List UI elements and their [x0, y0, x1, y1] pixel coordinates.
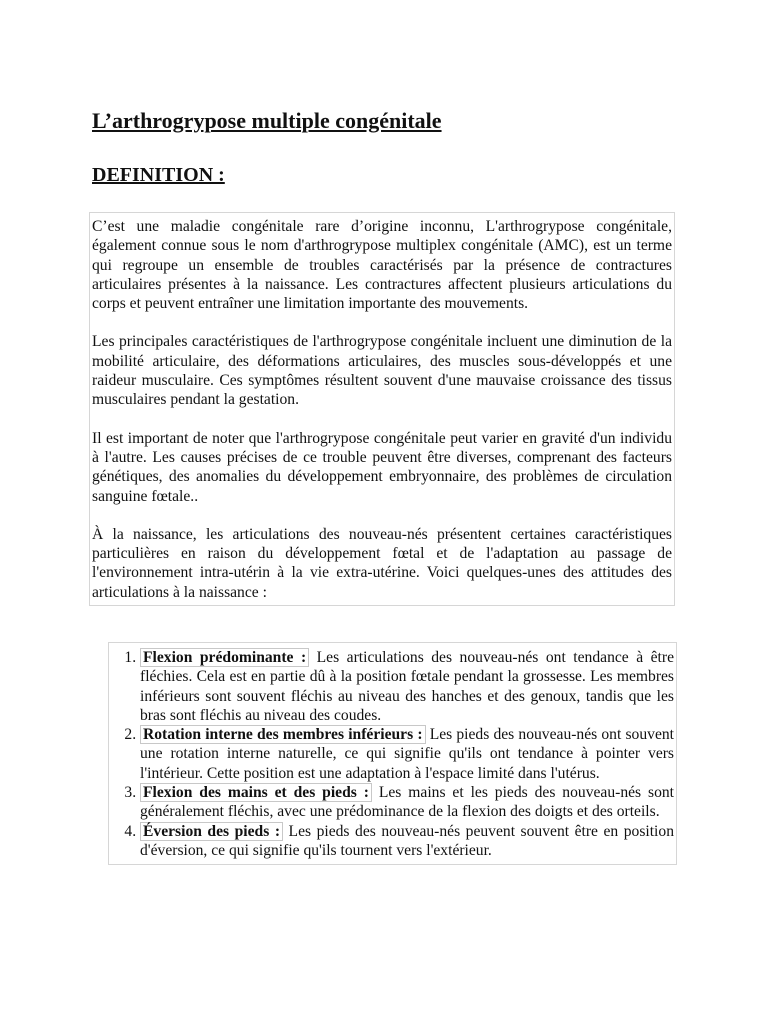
- joint-attitudes-list-box: [108, 642, 677, 865]
- definition-heading: DEFINITION :: [92, 164, 225, 186]
- paragraph-intro: C’est une maladie congénitale rare d’origine inconnu, L'arthrogrypose congénitale, également connue sous le nom d'arthrogrypose multiplex congénitale (AMC), est un terme qui regroupe un ensemble de troubles caractérisés par la présence de contractures articulaires présentes à la naissance. Les contractures affectent plusieurs articulations du corps et peuvent entraîner une limitation importante des mouvements.: [92, 218, 672, 313]
- list-item: [140, 725, 674, 783]
- paragraph-birth: À la naissance, les articulations des nouveau-nés présentent certaines caractéristiques particulières en raison du développement fœtal et de l'adaptation au passage de l'environnement intra-utérin à la vie extra-utérine. Voici quelques-unes des attitudes des articulations à la naissance :: [92, 525, 672, 601]
- list-item: [140, 822, 674, 861]
- list-item-text: Les mains et les pieds des nouveau-nés sont généralement fléchis, avec une prédominance de la flexion des doigts et des orteils.: [140, 784, 675, 821]
- document-title: L’arthrogrypose multiple congénitale: [92, 108, 442, 133]
- list-item: [140, 783, 674, 822]
- list-item-text: Les pieds des nouveau-nés peuvent souvent être en position d'éversion, ce qui signifie qu'ils tournent vers l'extérieur.: [140, 822, 674, 859]
- paragraph-severity: Il est important de noter que l'arthrogrypose congénitale peut varier en gravité d'un individu à l'autre. Les causes précises de ce trouble peuvent être diverses, comprenant des facteurs génétiques, des anomalies du développement embryonnaire, des problèmes de circulation sanguine fœtale..: [92, 429, 672, 505]
- list-item-term: Flexion des mains et des pieds :: [140, 783, 372, 802]
- definition-text-box: [89, 212, 675, 606]
- paragraph-characteristics: Les principales caractéristiques de l'arthrogrypose congénitale incluent une diminution de la mobilité articulaire, des déformations articulaires, des muscles sous-développés et une raideur musculaire. Ces symptômes résultent souvent d'une mauvaise croissance des tissus musculaires pendant la gestation.: [92, 333, 672, 409]
- list-item-text: Les pieds des nouveau-nés ont souvent une rotation interne naturelle, ce qui signifie qu'ils ont tendance à pointer vers l'intérieur. Cette position est une adaptation à l'espace limité dans l'utérus.: [140, 726, 674, 782]
- list-item-text: Les articulations des nouveau-nés ont tendance à être fléchies. Cela est en partie dû à la position fœtale pendant la grossesse. Les membres inférieurs sont souvent fléchis au niveau des hanches et des genoux, tandis que les bras sont fléchis au niveau des coudes.: [140, 649, 675, 724]
- list-item-term: Rotation interne des membres inférieurs :: [140, 725, 426, 744]
- joint-attitudes-list: [109, 648, 674, 860]
- list-item-term: Flexion prédominante :: [140, 648, 309, 667]
- list-item-term: Éversion des pieds :: [140, 822, 283, 841]
- list-item: [140, 648, 674, 725]
